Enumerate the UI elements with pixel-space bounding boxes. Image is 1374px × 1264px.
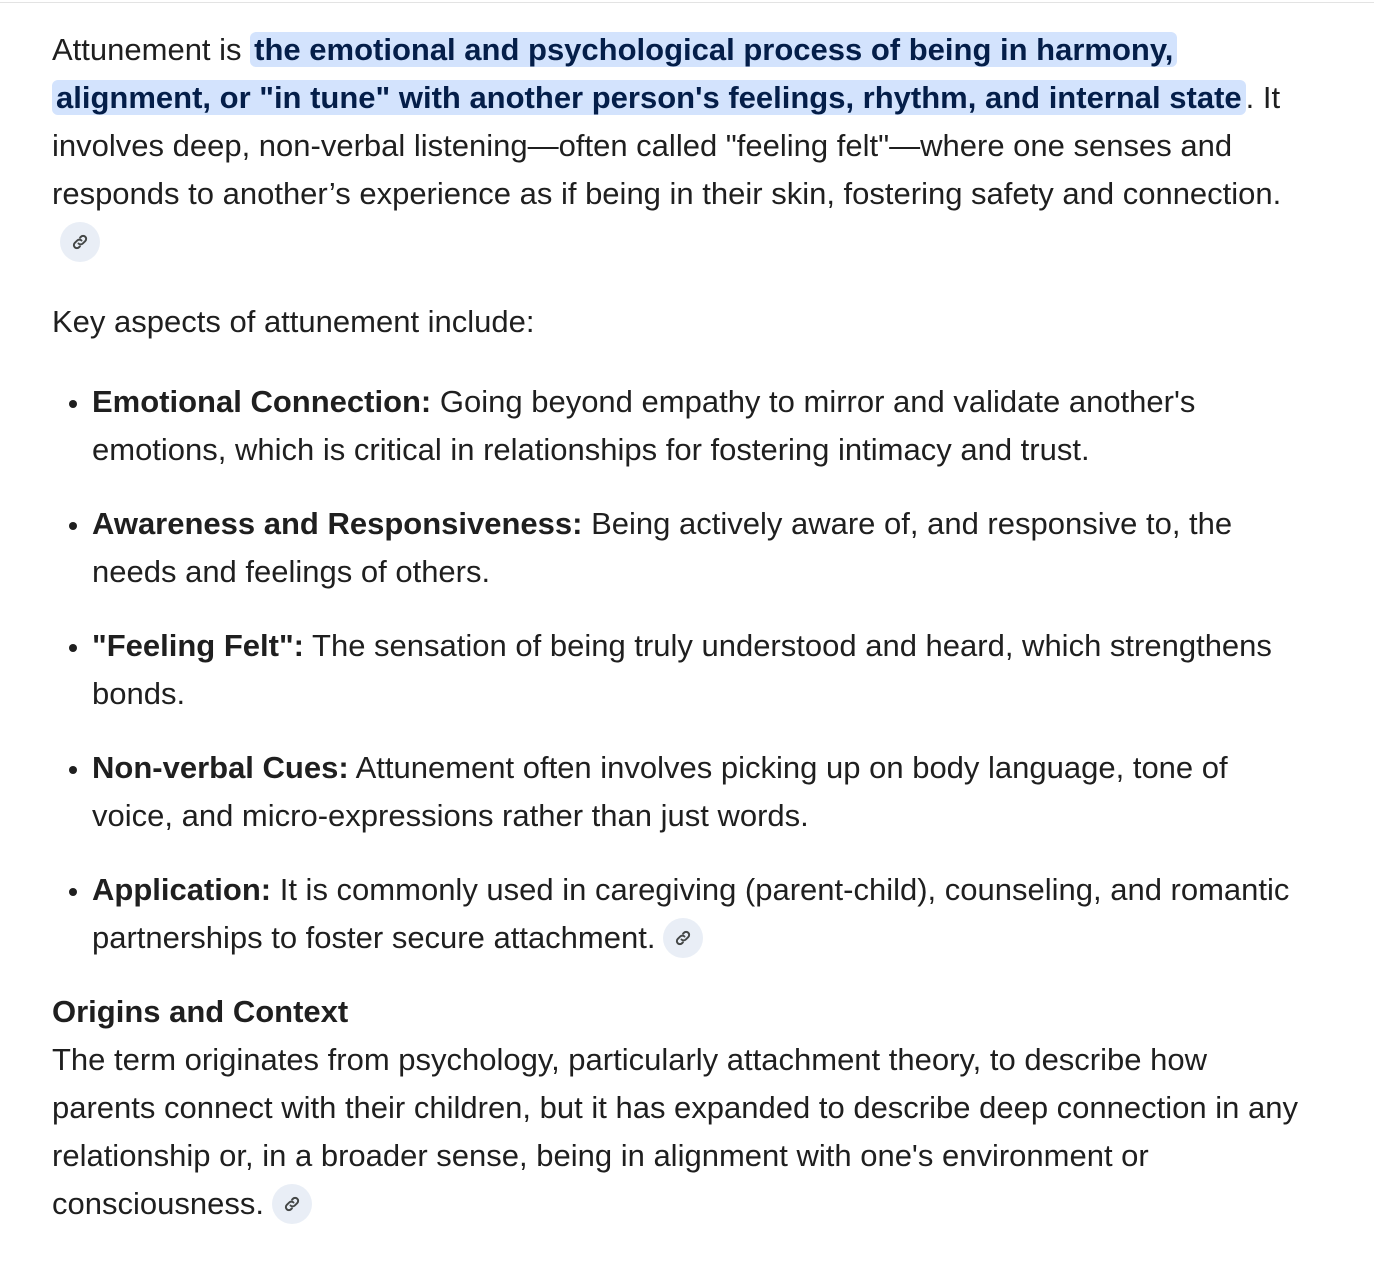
aspect-title: Non-verbal Cues:	[92, 750, 349, 785]
list-item-emotional-connection	[92, 378, 1314, 474]
aspect-text: Going beyond empathy to mirror and validate another's emotions, which is critical in relationships for fostering intimacy and trust.	[92, 384, 1196, 467]
aspect-title: Emotional Connection:	[92, 384, 432, 419]
aspect-title: Application:	[92, 872, 272, 907]
aspects-lead: Key aspects of attunement include:	[52, 304, 535, 339]
list-item-feeling-felt	[92, 622, 1314, 718]
aspect-text: The sensation of being truly understood and heard, which strengthens bonds.	[92, 628, 1272, 711]
link-icon	[283, 1195, 301, 1213]
link-icon	[674, 929, 692, 947]
intro-paragraph	[52, 26, 1314, 266]
intro-rest: . It involves deep, non-verbal listening—often called "feeling felt"—where one senses and responds to another’s experience as if being in their skin, fostering safety and connection.	[52, 80, 1282, 211]
list-item-awareness	[92, 500, 1314, 596]
origins-heading: Origins and Context	[52, 994, 349, 1029]
aspects-list	[52, 378, 1314, 962]
origins-paragraph	[52, 1036, 1314, 1228]
aspect-text: Attunement often involves picking up on body language, tone of voice, and micro-expressions rather than just words.	[92, 750, 1228, 833]
citation-link-button[interactable]	[663, 918, 703, 958]
intro-prefix: Attunement is	[52, 32, 251, 67]
top-divider	[0, 2, 1374, 3]
aspect-title: "Feeling Felt":	[92, 628, 304, 663]
aspect-text: It is commonly used in caregiving (parent-child), counseling, and romantic partnerships to foster secure attachment.	[92, 872, 1290, 955]
highlighted-definition[interactable]: the emotional and psychological process of being in harmony, alignment, or "in tune" with another person's feelings, rhythm, and internal state	[52, 32, 1246, 115]
link-icon	[71, 233, 89, 251]
list-item-application	[92, 866, 1314, 962]
response-content	[52, 26, 1314, 1228]
citation-link-button[interactable]	[272, 1184, 312, 1224]
citation-link-button[interactable]	[60, 222, 100, 262]
aspect-title: Awareness and Responsiveness:	[92, 506, 583, 541]
aspect-text: Being actively aware of, and responsive to, the needs and feelings of others.	[92, 506, 1233, 589]
list-item-nonverbal-cues	[92, 744, 1314, 840]
origins-text: The term originates from psychology, particularly attachment theory, to describe how parents connect with their children, but it has expanded to describe deep connection in any relationship or, in a broader sense, being in alignment with one's environment or consciousness.	[52, 1042, 1298, 1221]
